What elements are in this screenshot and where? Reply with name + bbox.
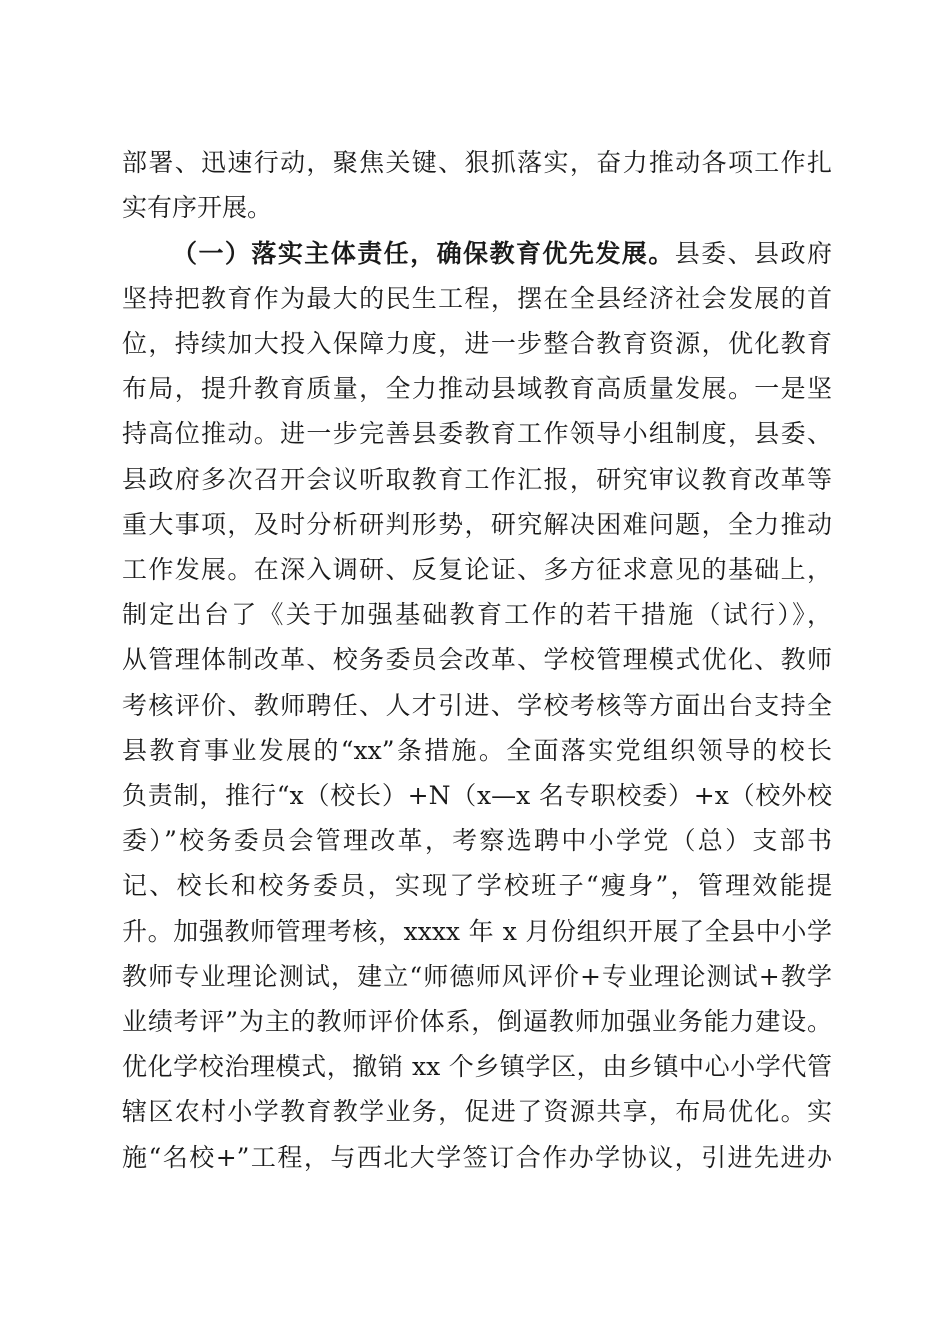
text-line: 实有序开展。 [122,193,273,222]
text-line: 从管理体制改革、校务委员会改革、学校管理模式优化、教师 [122,645,832,674]
text-line: 升。加强教师管理考核，xxxx 年 x 月份组织开展了全县中小学 [122,917,832,946]
text-line: 布局，提升教育质量，全力推动县域教育高质量发展。一是坚 [122,374,832,403]
section-heading-continuation: 县委、县政府 [674,239,832,268]
text-line: 重大事项，及时分析研判形势，研究解决困难问题，全力推动 [122,510,832,539]
text-line: 位，持续加大投入保障力度，进一步整合教育资源，优化教育 [122,329,832,358]
text-line: 部署、迅速行动，聚焦关键、狠抓落实，奋力推动各项工作扎 [122,148,832,177]
text-line: 施“名校+”工程，与西北大学签订合作办学协议，引进先进办 [122,1143,832,1172]
text-line: 教师专业理论测试，建立“师德师风评价+专业理论测试+教学 [122,962,832,991]
text-line: 业绩考评”为主的教师评价体系，倒逼教师加强业务能力建设。 [122,1007,832,1036]
section-heading: （一）落实主体责任，确保教育优先发展。 [172,239,675,268]
text-line: 县教育事业发展的“xx”条措施。全面落实党组织领导的校长 [122,736,832,765]
text-line: 县政府多次召开会议听取教育工作汇报，研究审议教育改革等 [122,465,832,494]
text-line: 负责制，推行“x（校长）+N（x—x 名专职校委）+x（校外校 [122,781,832,810]
text-line: 工作发展。在深入调研、反复论证、多方征求意见的基础上， [122,555,832,584]
text-line: 持高位推动。进一步完善县委教育工作领导小组制度，县委、 [122,419,832,448]
text-line: 制定出台了《关于加强基础教育工作的若干措施（试行）》， [122,600,832,629]
text-line: 记、校长和校务委员，实现了学校班子“瘦身”，管理效能提 [122,871,832,900]
text-line: 优化学校治理模式，撤销 xx 个乡镇学区，由乡镇中心小学代管 [122,1052,832,1081]
text-line: 委）”校务委员会管理改革，考察选聘中小学党（总）支部书 [122,826,832,855]
text-line: 辖区农村小学教育教学业务，促进了资源共享，布局优化。实 [122,1097,832,1126]
text-line: 考核评价、教师聘任、人才引进、学校考核等方面出台支持全 [122,691,832,720]
section-heading-line [172,232,832,276]
text-line: 坚持把教育作为最大的民生工程，摆在全县经济社会发展的首 [122,284,832,313]
